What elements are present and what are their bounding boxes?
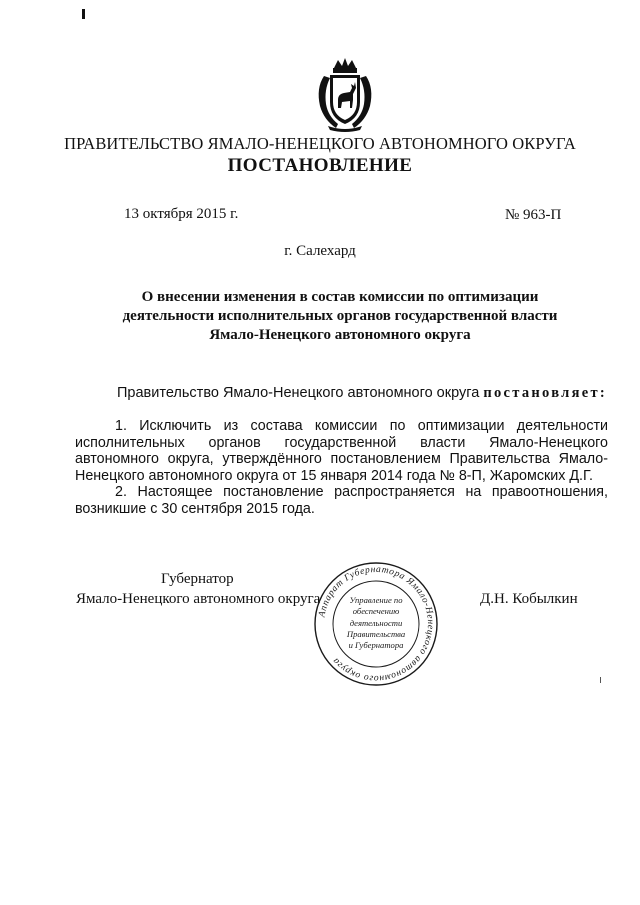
document-title — [100, 288, 580, 345]
signer-name: Д.Н. Кобылкин — [480, 591, 578, 607]
government-name: ПРАВИТЕЛЬСТВО ЯМАЛО-НЕНЕЦКОГО АВТОНОМНОГО ОКРУГА — [64, 134, 576, 153]
scan-mark — [600, 677, 601, 683]
document-number: № 963-П — [505, 207, 562, 223]
stamp-line: Управление по — [349, 595, 403, 605]
stamp-line: обеспечению — [352, 606, 400, 616]
coat-of-arms-icon — [314, 58, 376, 132]
preamble-action: постановляет: — [483, 385, 608, 401]
title-line: О внесении изменения в состав комиссии по оптимизации — [141, 289, 539, 305]
stamp-line: и Губернатора — [348, 640, 404, 650]
signer-position-region: Ямало-Ненецкого автономного округа — [76, 591, 321, 607]
stamp-line: деятельности — [349, 618, 403, 628]
document-date: 13 октября 2015 г. — [124, 206, 239, 222]
title-line: деятельности исполнительных органов государственной власти — [122, 308, 558, 324]
document-body — [75, 418, 608, 517]
preamble — [117, 385, 607, 402]
document-type: ПОСТАНОВЛЕНИЕ — [227, 155, 413, 176]
body-paragraph: 2. Настоящее постановление распространяется на правоотношения, возникшие с 30 сентября 2015 года. — [75, 484, 608, 517]
document-city: г. Салехард — [284, 243, 356, 259]
stamp-line: Правительства — [346, 629, 406, 639]
official-stamp — [312, 560, 440, 688]
stamp-outer-text: Аппарат Губернатора Ямало-Ненецкого автономного округа — [317, 564, 436, 684]
preamble-text: Правительство Ямало-Ненецкого автономного округа — [117, 385, 484, 401]
title-line: Ямало-Ненецкого автономного округа — [209, 327, 471, 343]
signer-position: Губернатор — [161, 571, 234, 587]
scan-mark — [82, 9, 85, 19]
body-paragraph: 1. Исключить из состава комиссии по оптимизации деятельности исполнительных органов государственной власти Ямало-Ненецкого автономного округа, утверждённого постановлением Правительства Ямало-Ненецкого автономного округа от 15 января 2014 года № 8-П, Жаромских Д.Г. — [75, 418, 608, 484]
